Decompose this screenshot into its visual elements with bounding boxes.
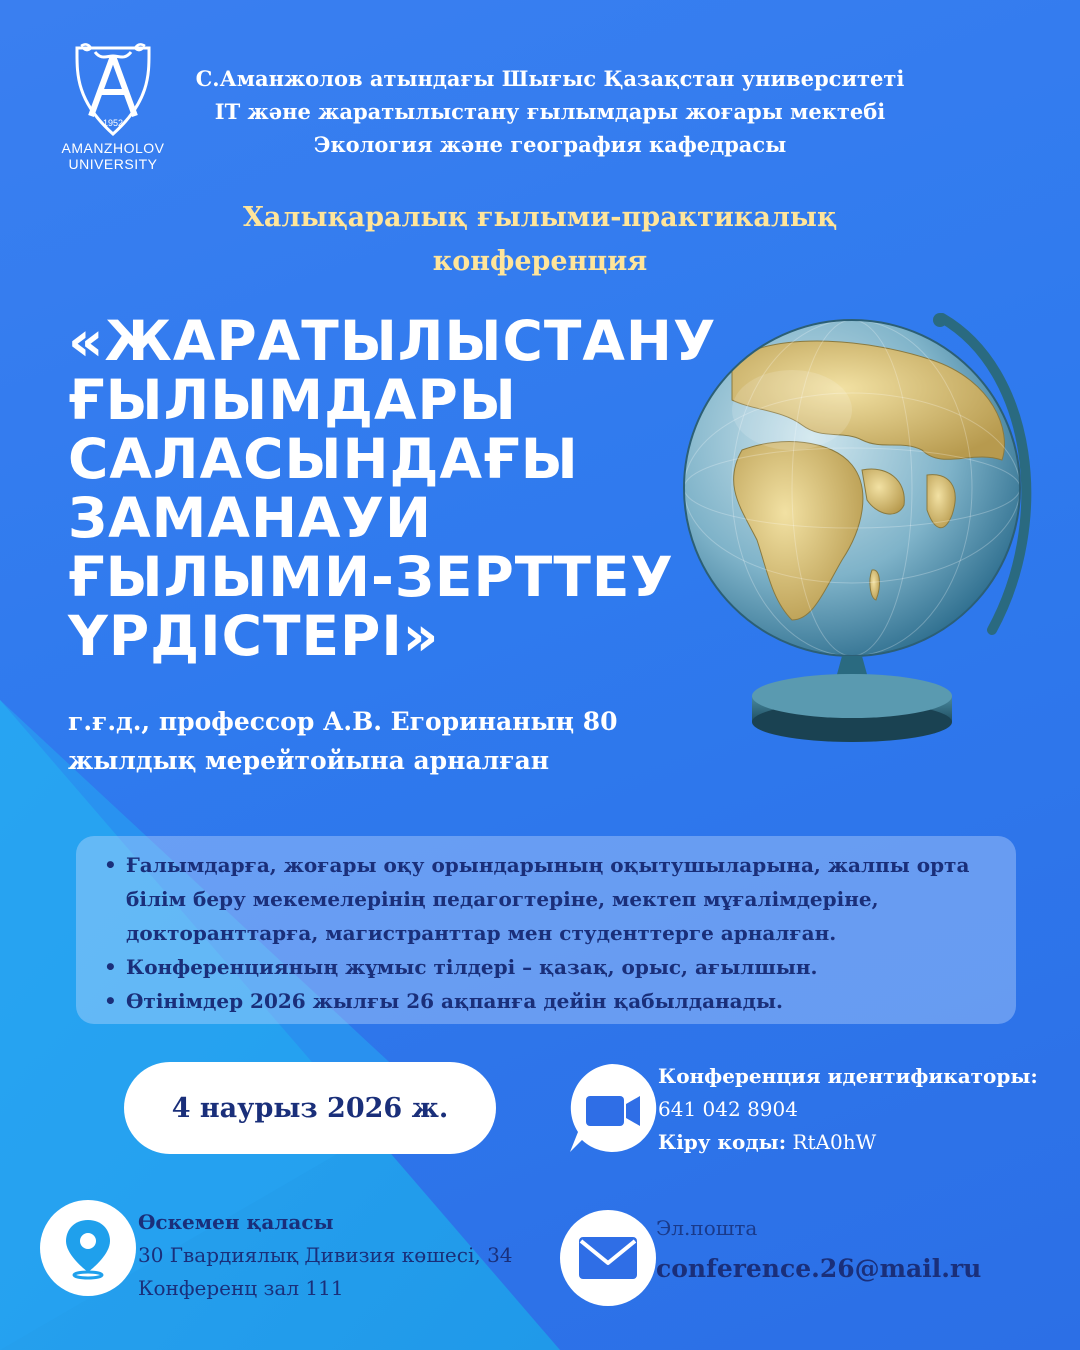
video-icon-circle xyxy=(562,1060,662,1164)
location-pin-icon xyxy=(58,1216,118,1280)
title-line: ҒЫЛЫМДАРЫ xyxy=(68,368,517,432)
video-camera-icon xyxy=(562,1060,662,1160)
title-line: «ЖАРАТЫЛЫСТАНУ xyxy=(68,309,717,373)
info-list xyxy=(102,848,992,1018)
header-department: Экология және география кафедрасы xyxy=(313,132,787,157)
email-label: Эл.пошта xyxy=(656,1216,758,1240)
address-city: Өскемен қаласы xyxy=(138,1210,334,1234)
conference-identifiers xyxy=(658,1060,1058,1159)
globe-image xyxy=(672,300,1062,760)
title-line: ҮРДІСТЕРІ» xyxy=(68,604,440,668)
logo-name-line1: AMANZHOLOV xyxy=(61,140,165,156)
conference-title xyxy=(68,309,717,668)
list-item: • Өтінімдер 2026 жылғы 26 ақпанға дейін қабылданады. xyxy=(102,984,992,1018)
title-line: САЛАСЫНДАҒЫ xyxy=(68,427,579,491)
dedication xyxy=(68,702,693,780)
dedication-line1: г.ғ.д., профессор А.В. Егоринаның 80 xyxy=(68,707,618,736)
conference-id-value[interactable]: 641 042 8904 xyxy=(658,1097,798,1121)
address xyxy=(138,1206,558,1305)
address-hall: Конференц зал 111 xyxy=(138,1276,344,1300)
location-icon-circle xyxy=(40,1200,136,1296)
title-line: ҒЫЛЫМИ-ЗЕРТТЕУ xyxy=(68,545,674,609)
dedication-line2: жылдық мерейтойына арналған xyxy=(68,746,550,775)
university-emblem-icon xyxy=(71,42,155,138)
university-logo xyxy=(48,42,178,172)
list-item: • Ғалымдарға, жоғары оқу орындарының оқытушыларына, жалпы орта білім беру мекемелерінің педагогтеріне, мектеп мұғалімдеріне, докторанттарға, магистранттар мен студенттерге арналған. xyxy=(102,848,992,950)
logo-name-line2: UNIVERSITY xyxy=(68,156,158,172)
header-school: IT және жаратылыстану ғылымдары жоғары мектебі xyxy=(214,99,886,124)
conference-type-line2: конференция xyxy=(432,246,648,277)
svg-text:1952: 1952 xyxy=(102,118,124,128)
header-university: С.Аманжолов атындағы Шығыс Қазақстан университеті xyxy=(195,66,905,91)
email-address-link[interactable]: conference.26@mail.ru xyxy=(656,1254,982,1283)
university-header xyxy=(190,62,910,161)
info-box xyxy=(76,836,1016,1024)
conference-id-heading: Конференция идентификаторы: xyxy=(658,1064,1038,1088)
access-code-label: Кіру коды: xyxy=(658,1130,787,1154)
email-block xyxy=(656,1212,1056,1294)
title-line: ЗАМАНАУИ xyxy=(68,486,432,550)
mail-envelope-icon xyxy=(577,1235,639,1281)
conference-type-line1: Халықаралық ғылыми-практикалық xyxy=(242,202,838,233)
list-item: • Конференцияның жұмыс тілдері – қазақ, орыс, ағылшын. xyxy=(102,950,992,984)
mail-icon-circle xyxy=(560,1210,656,1306)
address-street: 30 Гвардиялық Дивизия көшесі, 34 xyxy=(138,1243,513,1267)
date-badge xyxy=(124,1062,496,1154)
conference-type xyxy=(140,196,940,284)
access-code-value[interactable]: RtA0hW xyxy=(792,1130,877,1154)
conference-date: 4 наурыз 2026 ж. xyxy=(171,1092,449,1124)
